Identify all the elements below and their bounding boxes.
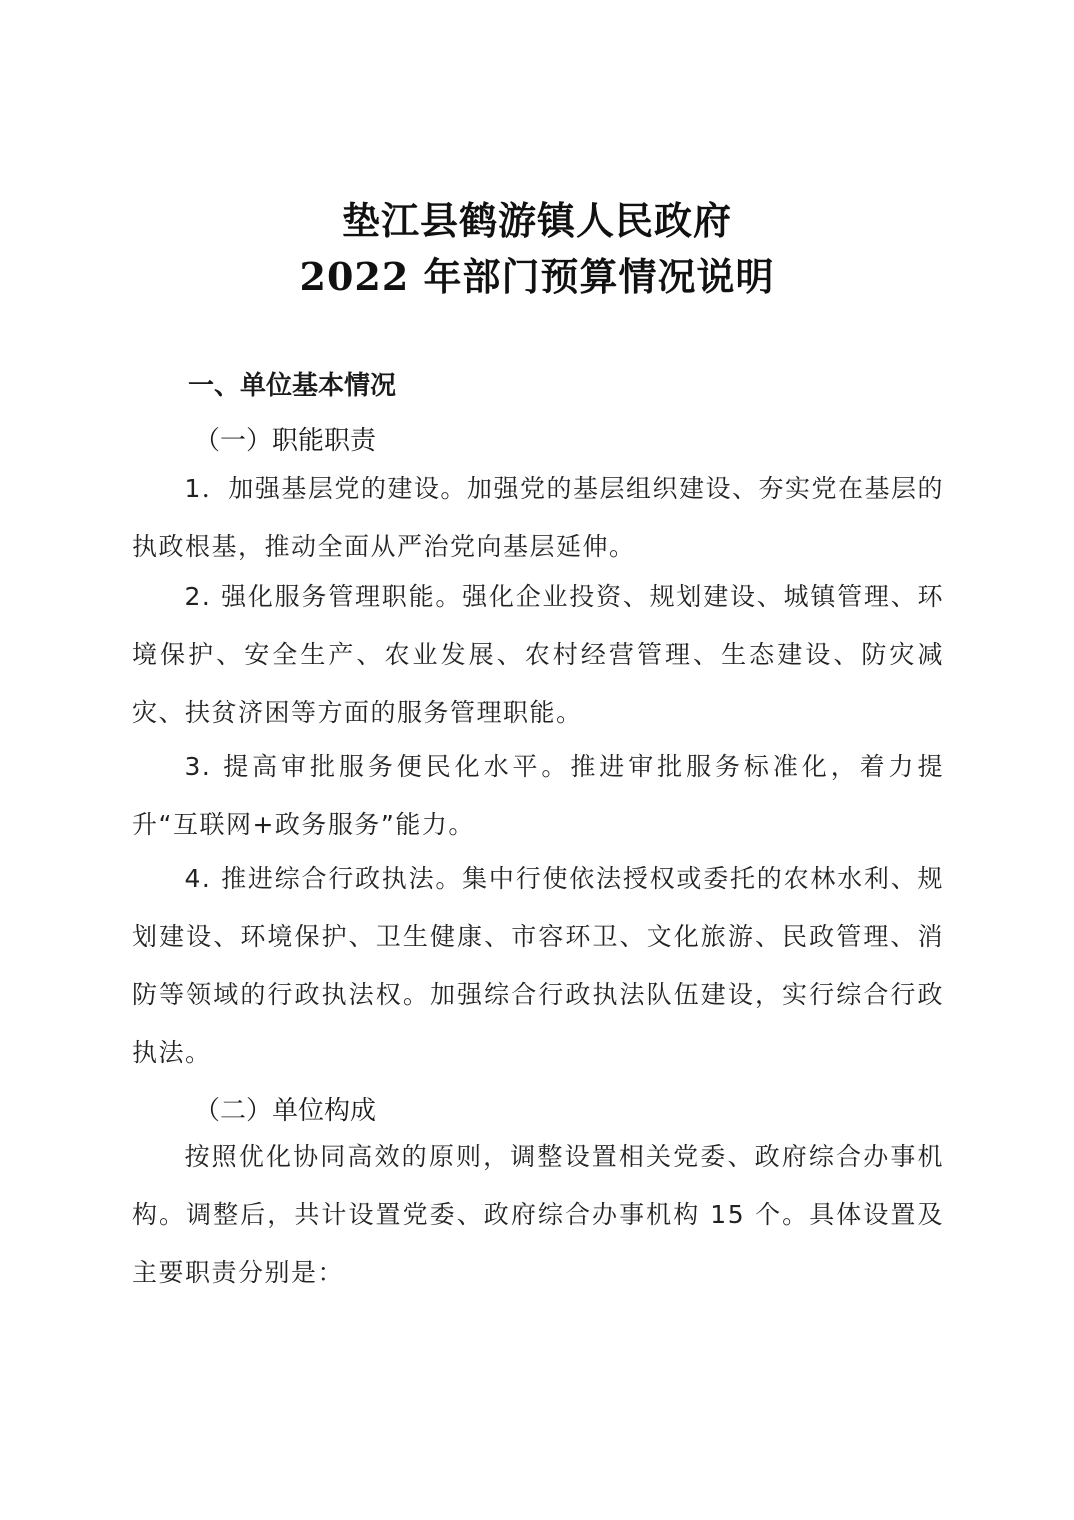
duty-paragraph-1: 1．加强基层党的建设。加强党的基层组织建设、夯实党在基层的执政根基，推动全面从严治党向基层延伸。: [132, 474, 944, 561]
subsection-heading-composition: （二）单位构成: [194, 1096, 377, 1126]
duty-paragraph-4: 4. 推进综合行政执法。集中行使依法授权或委托的农林水利、规划建设、环境保护、卫生健康、市容环卫、文化旅游、民政管理、消防等领域的行政执法权。加强综合行政执法队伍建设，实行综合行政执法。: [132, 864, 944, 1067]
duty-paragraph-3: 3. 提高审批服务便民化水平。推进审批服务标准化，着力提升“互联网+政务服务”能力。: [132, 752, 944, 839]
subsection-heading-duties: （一）职能职责: [194, 426, 377, 456]
duty-paragraph-2: 2. 强化服务管理职能。强化企业投资、规划建设、城镇管理、环境保护、安全生产、农业发展、农村经营管理、生态建设、防灾减灾、扶贫济困等方面的服务管理职能。: [132, 582, 944, 727]
composition-paragraph: 按照优化协同高效的原则，调整设置相关党委、政府综合办事机构。调整后，共计设置党委、政府综合办事机构 15 个。具体设置及主要职责分别是：: [132, 1142, 944, 1287]
document-title-line1: 垫江县鹤游镇人民政府: [341, 198, 732, 243]
section-heading-basic-info: 一、单位基本情况: [188, 371, 397, 401]
document-title-line2: 2022 年部门预算情况说明: [299, 254, 775, 299]
